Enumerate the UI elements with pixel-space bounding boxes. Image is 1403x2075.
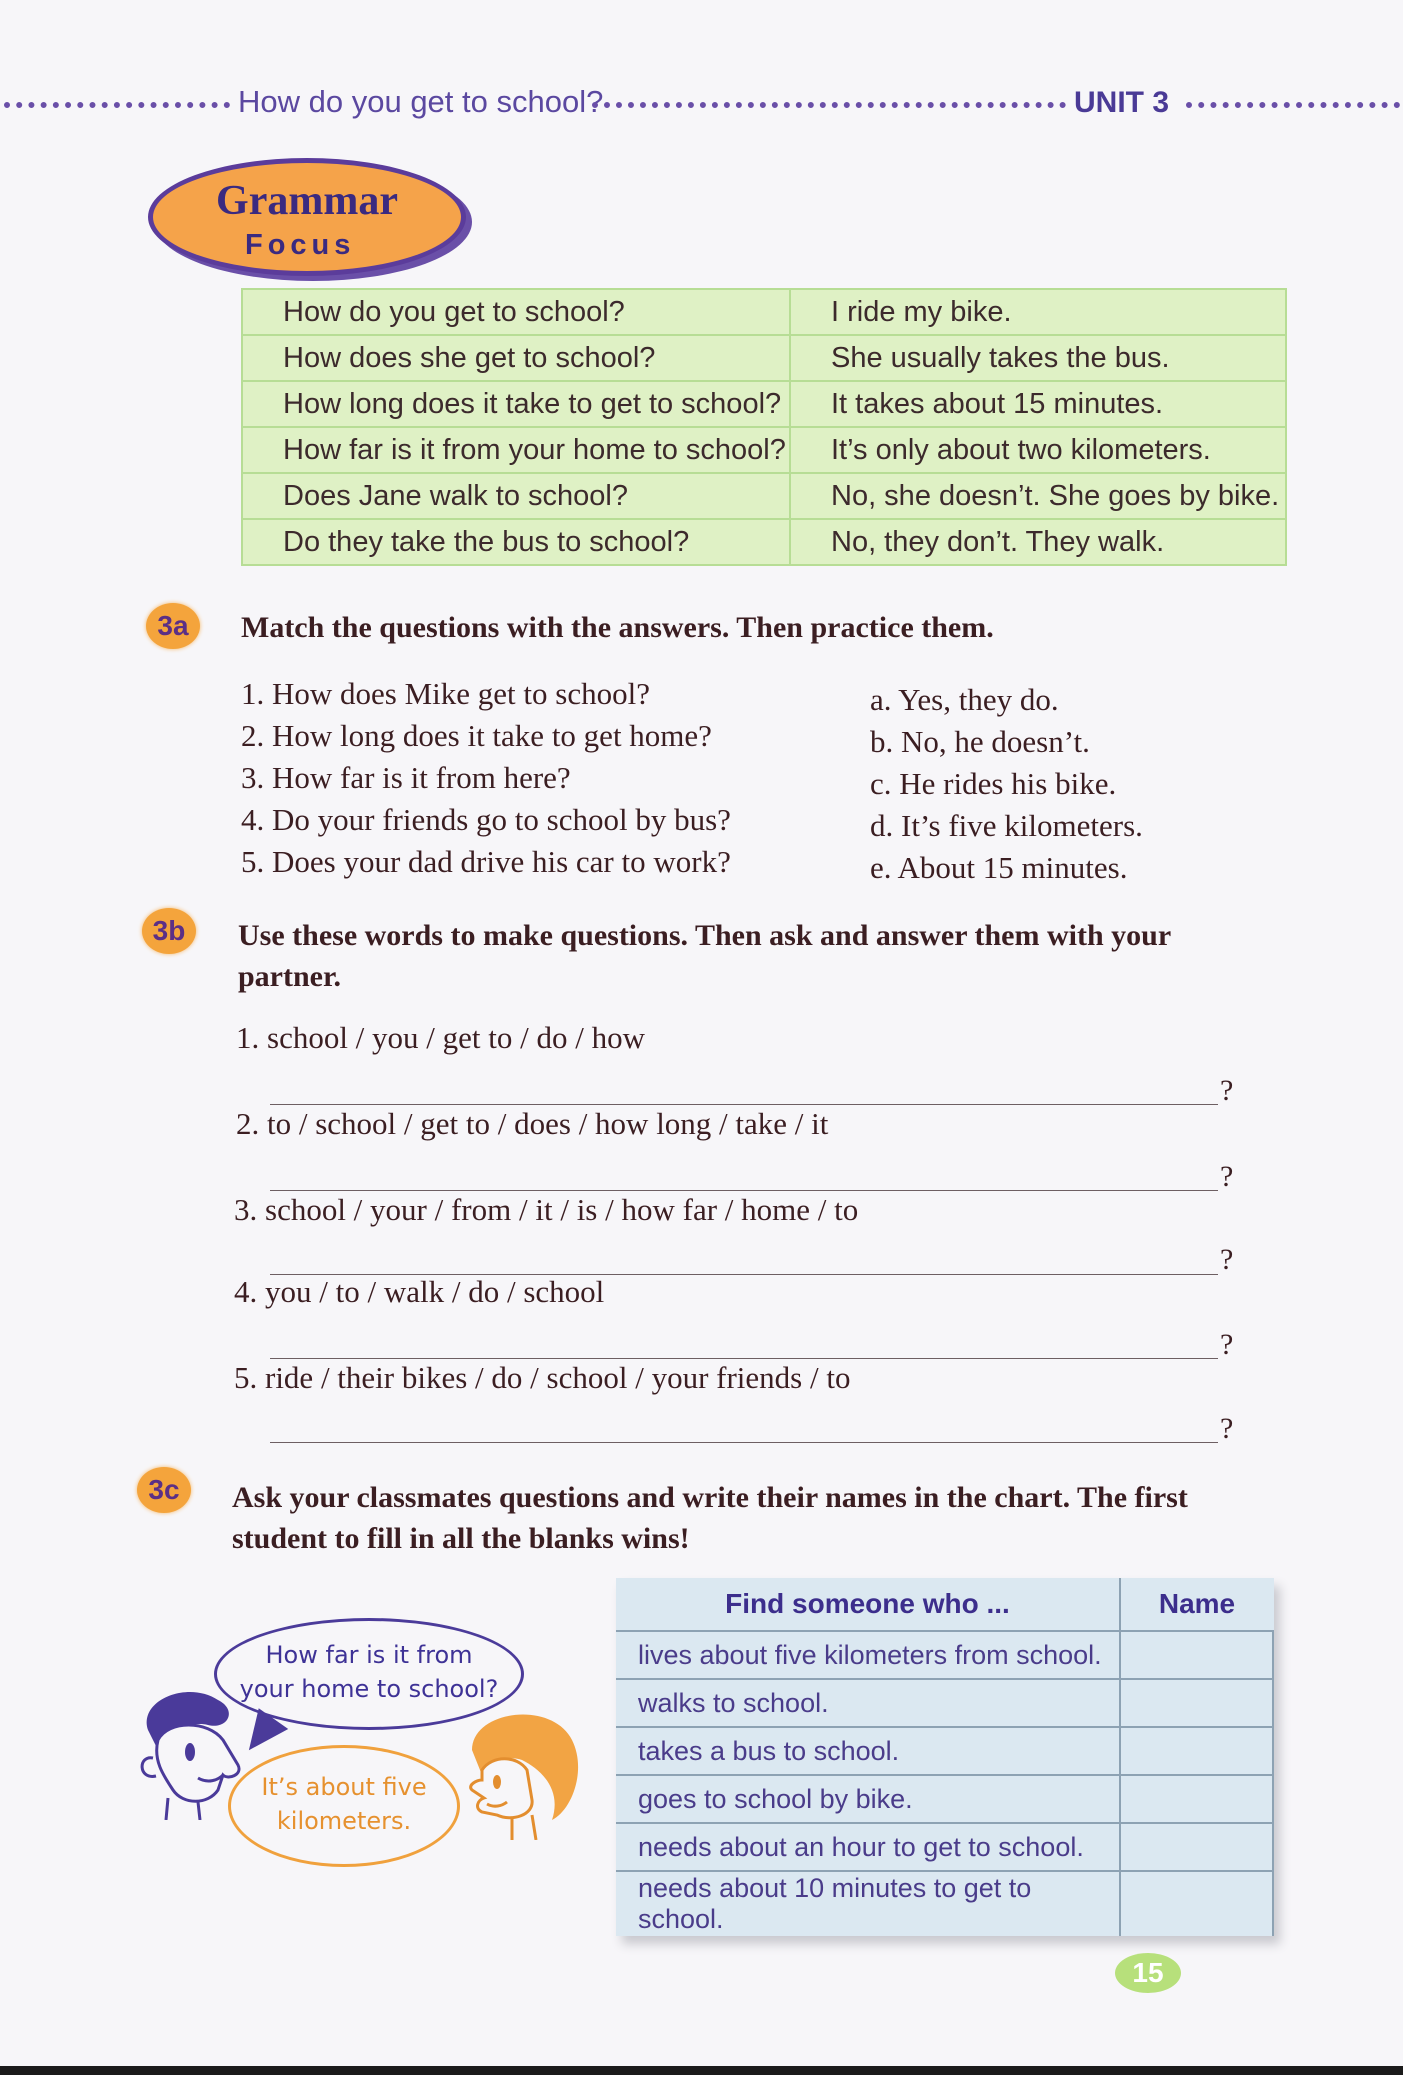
chart-activity: needs about 10 minutes to get to school. [616, 1871, 1120, 1936]
page-header [0, 84, 1403, 124]
grammar-row [242, 381, 1286, 427]
section-3a-badge: 3a [146, 603, 200, 649]
match-answer: a. Yes, they do. [870, 682, 1059, 717]
question-mark: ? [1220, 1328, 1234, 1361]
badge-subtitle: Focus [245, 229, 356, 261]
chart-activity: needs about an hour to get to school. [616, 1823, 1120, 1871]
header-dots-middle [592, 102, 1066, 108]
match-question: 2. How long does it take to get home? [241, 718, 712, 753]
section-3c-badge: 3c [137, 1467, 191, 1513]
page-number: 15 [1115, 1953, 1181, 1993]
header-title: How do you get to school? [238, 84, 604, 119]
chart-name-cell[interactable] [1120, 1727, 1273, 1775]
grammar-question: How do you get to school? [242, 289, 790, 335]
find-someone-chart [616, 1578, 1274, 1936]
question-mark: ? [1220, 1074, 1234, 1107]
grammar-row [242, 427, 1286, 473]
match-question: 4. Do your friends go to school by bus? [241, 802, 731, 837]
grammar-focus-badge [148, 158, 466, 276]
grammar-table [241, 288, 1287, 566]
chart-activity: walks to school. [616, 1679, 1120, 1727]
chart-header-row [616, 1578, 1273, 1631]
girl-cartoon-icon [452, 1700, 592, 1840]
grammar-question: How does she get to school? [242, 335, 790, 381]
question-mark: ? [1220, 1160, 1234, 1193]
chart-row [616, 1871, 1273, 1936]
section-3c-instruction: Ask your classmates questions and write their names in the chart. The first student to fill in all the blanks wins! [232, 1481, 1188, 1555]
page-bottom-edge [0, 2066, 1403, 2075]
bubble-question-line2: your home to school? [239, 1675, 499, 1703]
grammar-question: Do they take the bus to school? [242, 519, 790, 565]
match-question: 3. How far is it from here? [241, 760, 571, 795]
section-3a-instruction: Match the questions with the answers. Then practice them. [241, 611, 994, 644]
grammar-answer: No, they don’t. They walk. [790, 519, 1286, 565]
word-prompt: 1. school / you / get to / do / how [236, 1020, 646, 1055]
chart-row [616, 1727, 1273, 1775]
chart-name-cell[interactable] [1120, 1823, 1273, 1871]
chart-name-cell[interactable] [1120, 1679, 1273, 1727]
bubble-answer-line1: It’s about five [261, 1773, 427, 1801]
word-prompt: 5. ride / their bikes / do / school / your friends / to [234, 1360, 851, 1395]
chart-row [616, 1823, 1273, 1871]
match-answer: c. He rides his bike. [870, 766, 1117, 801]
word-prompt: 3. school / your / from / it / is / how far / home / to [234, 1192, 859, 1227]
bubble-answer-line2: kilometers. [276, 1807, 412, 1835]
header-dots-right [1186, 102, 1400, 108]
grammar-question: Does Jane walk to school? [242, 473, 790, 519]
grammar-row [242, 519, 1286, 565]
grammar-question: How far is it from your home to school? [242, 427, 790, 473]
grammar-row [242, 473, 1286, 519]
grammar-row [242, 289, 1286, 335]
grammar-answer: I ride my bike. [790, 289, 1286, 335]
word-prompt: 4. you / to / walk / do / school [234, 1274, 605, 1309]
grammar-answer: She usually takes the bus. [790, 335, 1286, 381]
grammar-answer: No, she doesn’t. She goes by bike. [790, 473, 1286, 519]
chart-header-find: Find someone who ... [616, 1578, 1120, 1631]
grammar-row [242, 335, 1286, 381]
word-prompt: 2. to / school / get to / does / how long / take / it [236, 1106, 829, 1141]
boy-cartoon-icon [128, 1680, 278, 1820]
match-answer: d. It’s five kilometers. [870, 808, 1143, 843]
grammar-answer: It’s only about two kilometers. [790, 427, 1286, 473]
chart-activity: lives about five kilometers from school. [616, 1631, 1120, 1679]
answer-line[interactable] [270, 1104, 1218, 1105]
chart-activity: takes a bus to school. [616, 1727, 1120, 1775]
match-question: 1. How does Mike get to school? [241, 676, 650, 711]
match-answer: e. About 15 minutes. [870, 850, 1128, 885]
chart-name-cell[interactable] [1120, 1631, 1273, 1679]
chart-row [616, 1631, 1273, 1679]
question-mark: ? [1220, 1243, 1234, 1276]
chart-activity: goes to school by bike. [616, 1775, 1120, 1823]
chart-name-cell[interactable] [1120, 1775, 1273, 1823]
answer-line[interactable] [270, 1358, 1218, 1359]
question-mark: ? [1220, 1412, 1234, 1445]
answer-line[interactable] [270, 1442, 1218, 1443]
grammar-question: How long does it take to get to school? [242, 381, 790, 427]
bubble-question-line1: How far is it from [265, 1641, 473, 1669]
grammar-answer: It takes about 15 minutes. [790, 381, 1286, 427]
chart-header-name: Name [1120, 1578, 1273, 1631]
match-question: 5. Does your dad drive his car to work? [241, 844, 731, 879]
section-3b-badge: 3b [142, 908, 196, 954]
chart-row [616, 1679, 1273, 1727]
unit-label: UNIT 3 [1074, 86, 1170, 119]
header-dots-left [4, 102, 230, 108]
chart-name-cell[interactable] [1120, 1871, 1273, 1936]
match-answer: b. No, he doesn’t. [870, 724, 1090, 759]
section-3b-instruction: Use these words to make questions. Then ask and answer them with your partner. [238, 919, 1171, 993]
answer-line[interactable] [270, 1190, 1218, 1191]
chart-row [616, 1775, 1273, 1823]
badge-title: Grammar [216, 178, 398, 224]
